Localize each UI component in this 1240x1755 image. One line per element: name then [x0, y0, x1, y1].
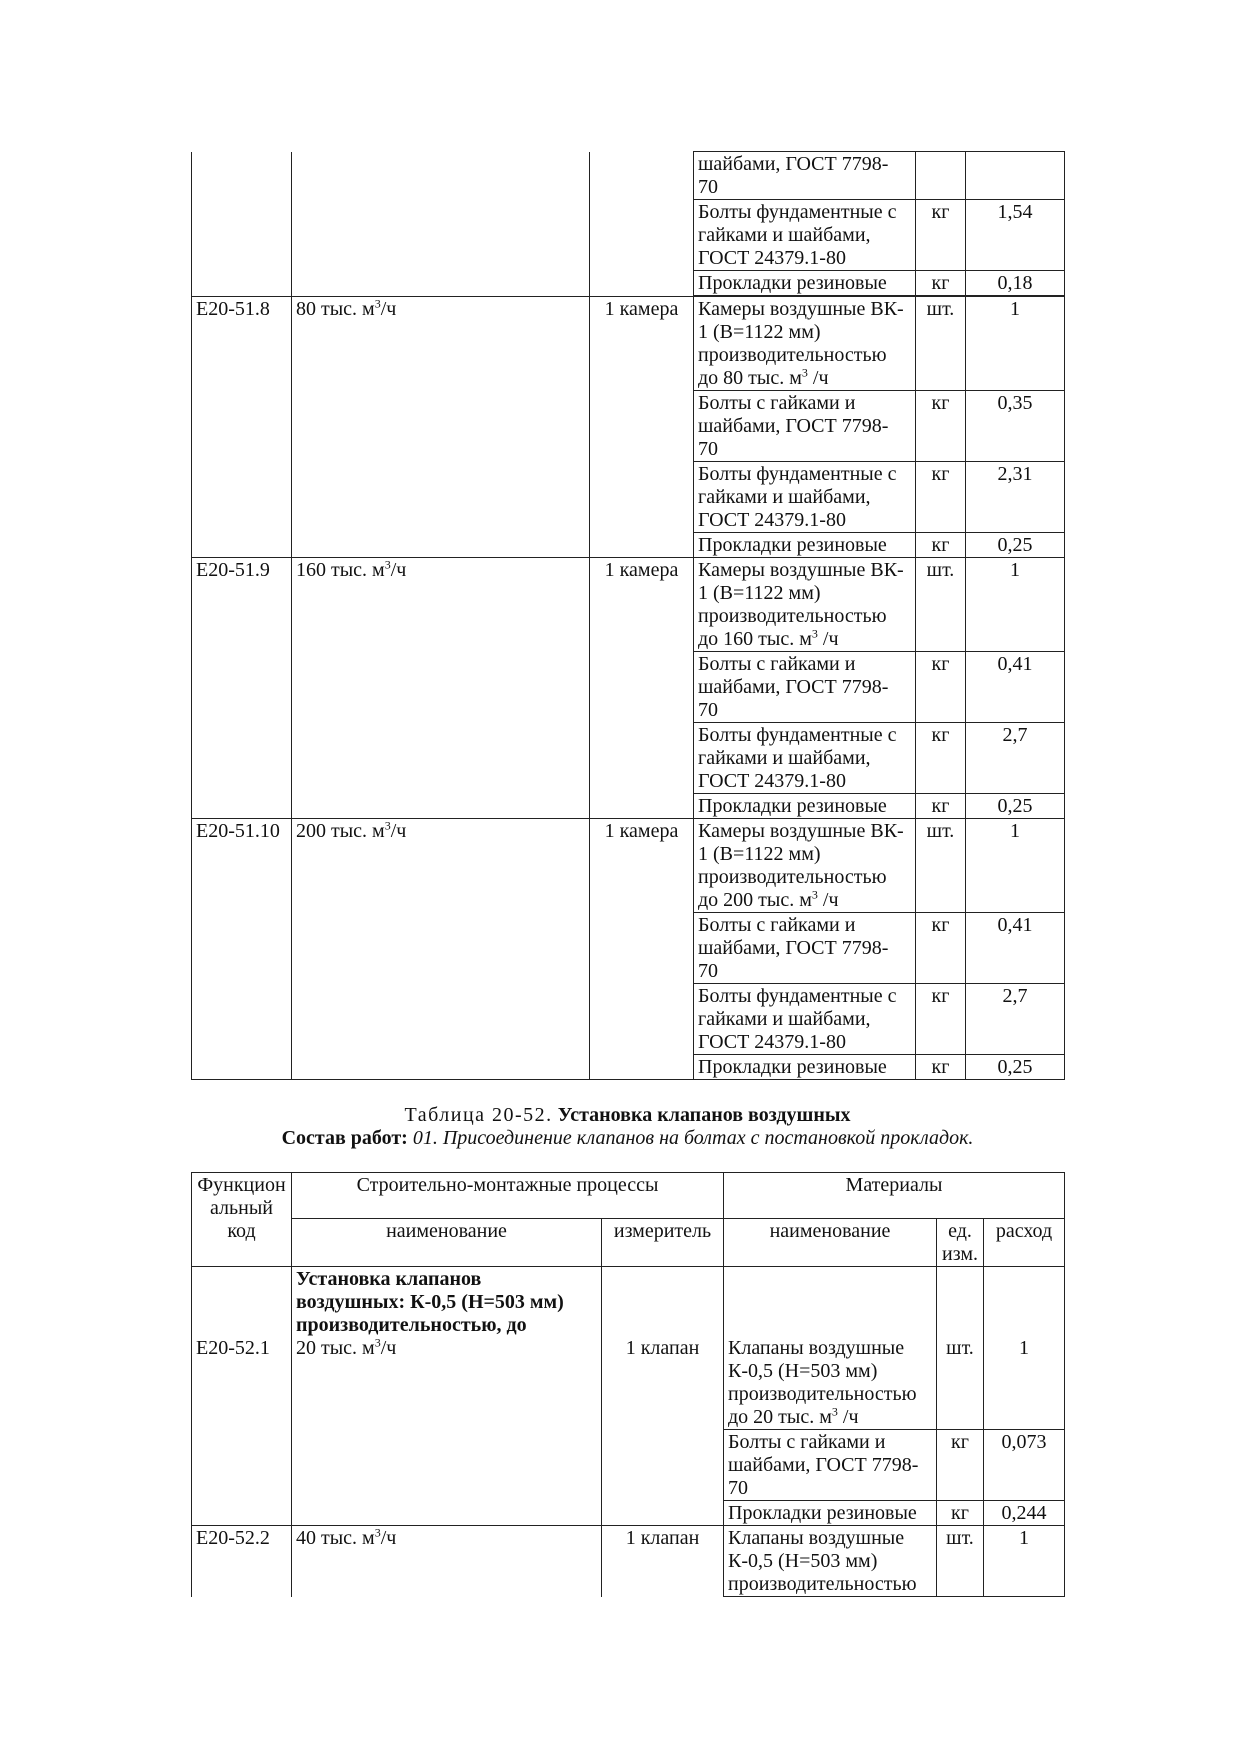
material-name: Прокладки резиновые: [694, 1055, 916, 1080]
table-row: [192, 819, 1065, 913]
functional-code: Е20-52.1: [192, 1267, 292, 1526]
table-20-51-continuation: [191, 151, 1065, 1080]
material-unit: кг: [916, 200, 966, 271]
material-unit: шт.: [916, 819, 966, 913]
material-name: Болты фундаментные с гайками и шайбами, ГОСТ 24379.1-80: [694, 462, 916, 533]
material-name: Болты фундаментные с гайками и шайбами, ГОСТ 24379.1-80: [694, 984, 916, 1055]
material-unit: кг: [916, 794, 966, 819]
material-rate: 0,25: [966, 1055, 1065, 1080]
material-rate: 1: [966, 297, 1065, 391]
table-number: Таблица 20-52.: [404, 1104, 553, 1126]
material-rate: 2,7: [966, 723, 1065, 794]
material-name: Клапаны воздушные К-0,5 (Н=503 мм) производительностью до 20 тыс. $м^3$ /ч: [724, 1267, 937, 1430]
functional-code: Е20-51.8: [192, 297, 292, 558]
material-rate: 1: [966, 819, 1065, 913]
material-unit: кг: [937, 1501, 984, 1526]
material-rate: 2,31: [966, 462, 1065, 533]
material-unit: кг: [916, 723, 966, 794]
header-row: [192, 1173, 1065, 1219]
material-unit: кг: [916, 533, 966, 558]
material-name: Прокладки резиновые: [694, 533, 916, 558]
material-rate: 0,35: [966, 391, 1065, 462]
material-rate: 0,244: [984, 1501, 1065, 1526]
header-process-name: наименование: [292, 1219, 602, 1267]
material-name: Болты с гайками и шайбами, ГОСТ 7798- 70: [724, 1430, 937, 1501]
material-name: Болты фундаментные с гайками и шайбами, ГОСТ 24379.1-80: [694, 200, 916, 271]
material-unit: шт.: [916, 558, 966, 652]
functional-code: Е20-51.9: [192, 558, 292, 819]
process-meter: 1 клапан: [602, 1526, 724, 1597]
material-name: Прокладки резиновые: [694, 271, 916, 296]
header-processes: Строительно-монтажные процессы: [292, 1173, 724, 1219]
material-name: Камеры воздушные ВК- 1 (В=1122 мм) производительностью до 200 тыс. $м^3$ /ч: [694, 819, 916, 913]
header-row: [192, 1219, 1065, 1267]
material-name: Клапаны воздушные К-0,5 (Н=503 мм) производительностью: [724, 1526, 937, 1597]
table-row: [192, 152, 1065, 200]
material-rate: 1: [966, 558, 1065, 652]
material-rate: 1: [984, 1267, 1065, 1430]
process-meter: 1 камера: [590, 297, 694, 558]
material-unit: шт.: [937, 1267, 984, 1430]
material-name: Болты с гайками и шайбами, ГОСТ 7798- 70: [694, 652, 916, 723]
process-name: Установка клапанов воздушных: К-0,5 (Н=503 мм) производительностью, до 20 тыс. $м^3/ч$: [292, 1267, 602, 1526]
material-rate: 0,25: [966, 533, 1065, 558]
material-unit: шт.: [916, 297, 966, 391]
table-row: [192, 297, 1065, 391]
process-name: 200 тыс. $м^3/ч$: [292, 819, 590, 1080]
functional-code: Е20-51.10: [192, 819, 292, 1080]
table-row: [192, 1267, 1065, 1430]
material-name: Камеры воздушные ВК- 1 (В=1122 мм) производительностью до 80 тыс. $м^3$ /ч: [694, 297, 916, 391]
material-name: шайбами, ГОСТ 7798- 70: [694, 152, 916, 200]
material-name: Болты фундаментные с гайками и шайбами, ГОСТ 24379.1-80: [694, 723, 916, 794]
header-functional-code: Функцион альный код: [192, 1173, 292, 1267]
material-rate: 1,54: [966, 200, 1065, 271]
header-rate: расход: [984, 1219, 1065, 1267]
material-unit: кг: [916, 1055, 966, 1080]
material-rate: 0,25: [966, 794, 1065, 819]
work-composition-text: 01. Присоединение клапанов на болтах с постановкой прокладок.: [412, 1127, 974, 1149]
material-name: Болты с гайками и шайбами, ГОСТ 7798- 70: [694, 391, 916, 462]
work-composition-label: Состав работ:: [281, 1127, 408, 1149]
header-material-name: наименование: [724, 1219, 937, 1267]
material-rate: 0,073: [984, 1430, 1065, 1501]
material-unit: кг: [916, 391, 966, 462]
table-title: Установка клапанов воздушных: [557, 1104, 851, 1126]
process-meter: 1 камера: [590, 558, 694, 819]
header-process-meter: измеритель: [602, 1219, 724, 1267]
material-unit: кг: [916, 984, 966, 1055]
material-unit: кг: [916, 652, 966, 723]
material-unit: шт.: [937, 1526, 984, 1597]
material-name: Прокладки резиновые: [694, 794, 916, 819]
material-unit: кг: [916, 913, 966, 984]
header-unit: ед. изм.: [937, 1219, 984, 1267]
process-name: 80 тыс. $м^3/ч$: [292, 297, 590, 558]
material-rate: 2,7: [966, 984, 1065, 1055]
process-meter: 1 камера: [590, 819, 694, 1080]
material-rate: 0,18: [966, 271, 1065, 296]
table-row: [192, 1526, 1065, 1597]
table-caption: [191, 1104, 1064, 1127]
material-unit: кг: [937, 1430, 984, 1501]
material-rate: 0,41: [966, 913, 1065, 984]
material-rate: 0,41: [966, 652, 1065, 723]
material-unit: кг: [916, 462, 966, 533]
material-rate: 1: [984, 1526, 1065, 1597]
material-name: Прокладки резиновые: [724, 1501, 937, 1526]
material-name: Камеры воздушные ВК- 1 (В=1122 мм) производительностью до 160 тыс. $м^3$ /ч: [694, 558, 916, 652]
table-row: [192, 558, 1065, 652]
header-materials: Материалы: [724, 1173, 1065, 1219]
process-name: 40 тыс. $м^3/ч$: [292, 1526, 602, 1597]
process-name: 160 тыс. $м^3/ч$: [292, 558, 590, 819]
work-composition: [191, 1127, 1064, 1150]
table-20-52: [191, 1172, 1065, 1597]
process-meter: 1 клапан: [602, 1267, 724, 1526]
material-unit: кг: [916, 271, 966, 296]
functional-code: Е20-52.2: [192, 1526, 292, 1597]
material-name: Болты с гайками и шайбами, ГОСТ 7798- 70: [694, 913, 916, 984]
